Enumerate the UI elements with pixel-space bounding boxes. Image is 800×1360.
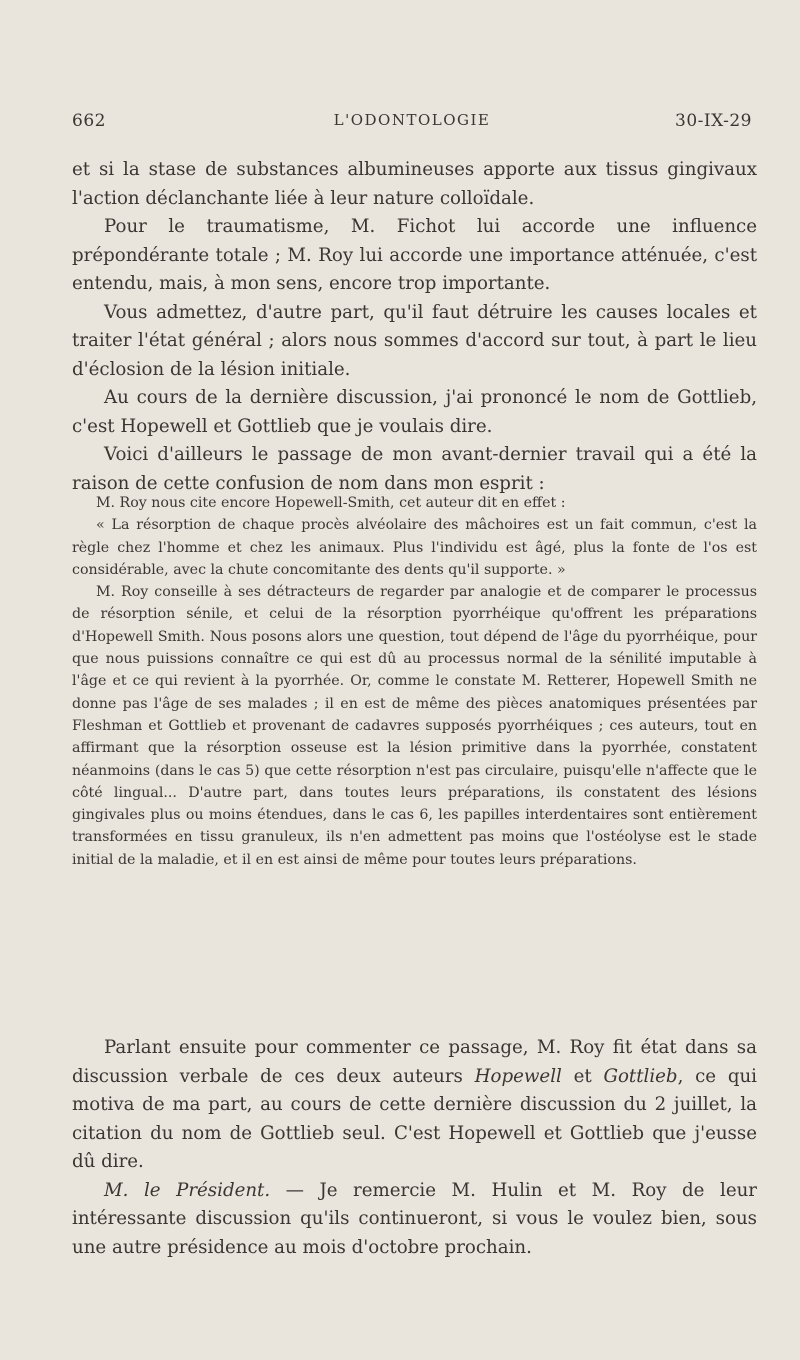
author-name: Hopewell	[474, 1065, 562, 1087]
quote-paragraph: M. Roy conseille à ses détracteurs de regarder par analogie et de comparer le processus de résorption sénile, et celui de la résorption pyorrhéique qu'offrent les préparations d'Hopewell Smith. Nous posons alors une question, tout dépend de l'âge du pyorrhéique, pour que nous puissions connaître ce qui est dû au processus normal de la sénilité imputable à l'âge et ce qui revient à la pyorrhée. Or, comme le constate M. Retterer, Hopewell Smith ne donne pas l'âge de ses malades ; il en est de même des pièces anatomiques présentées par Fleshman et Gottlieb et provenant de cadavres supposés pyorrhéiques ; ces auteurs, tout en affirmant que la résorption osseuse est la lésion primitive dans la pyorrhée, constatent néanmoins (dans le cas 5) que cette résorption n'est pas circulaire, puisqu'elle n'affecte que le côté lingual... D'autre part, dans toutes leurs préparations, ils constatent des lésions gingivales plus ou moins étendues, dans le cas 6, les papilles interdentaires sont entièrement transformées en tissu granuleux, ils n'en admettent pas moins que l'ostéolyse est le stade initial de la maladie, et il en est ainsi de même pour toutes leurs préparations.	[72, 584, 757, 868]
speaker-label: M. le Président.	[104, 1179, 271, 1201]
author-name: Gottlieb	[603, 1065, 678, 1087]
paragraph: et si la stase de substances albumineuses apporte aux tissus gingivaux l'action déclanchante liée à leur nature colloïdale.	[72, 159, 757, 209]
paragraph	[72, 1034, 757, 1177]
quoted-passage	[72, 492, 757, 871]
issue-date: 30-IX-29	[675, 111, 752, 131]
paragraph: Vous admettez, d'autre part, qu'il faut détruire les causes locales et traiter l'état général ; alors nous sommes d'accord sur tout, à part le lieu d'éclosion de la lésion initiale.	[72, 301, 757, 380]
paragraph: Voici d'ailleurs le passage de mon avant-dernier travail qui a été la raison de cette confusion de nom dans mon esprit :	[72, 444, 757, 494]
paragraph: Au cours de la dernière discussion, j'ai prononcé le nom de Gottlieb, c'est Hopewell et Gottlieb que je voulais dire.	[72, 387, 757, 437]
page-number: 662	[72, 111, 106, 131]
quote-paragraph: « La résorption de chaque procès alvéolaire des mâchoires est un fait commun, c'est la règle chez l'homme et chez les animaux. Plus l'individu est âgé, plus la fonte de l'os est considérable, avec la chute concomitante des dents qu'il supporte. »	[72, 517, 757, 578]
text-run: , ce qui motiva de ma part, au cours de cette dernière discussion du 2 juillet, la citation du nom de Gottlieb seul. C'est Hopewell et Gottlieb que j'eusse dû dire.	[72, 1065, 758, 1172]
text-run: et	[561, 1065, 604, 1087]
quote-paragraph: M. Roy nous cite encore Hopewell-Smith, cet auteur dit en effet :	[96, 495, 566, 511]
running-header	[72, 111, 752, 141]
paragraph: Pour le traumatisme, M. Fichot lui accorde une influence prépondérante totale ; M. Roy lui accorde une importance atténuée, c'est entendu, mais, à mon sens, encore trop importante.	[72, 216, 757, 294]
closing-text	[72, 1034, 757, 1262]
main-text	[72, 156, 757, 498]
paragraph	[72, 1177, 757, 1263]
journal-title: L'ODONTOLOGIE	[333, 111, 491, 129]
text-run: Parlant ensuite pour commenter ce passage, M. Roy fit état dans sa discussion verbale de ces deux auteurs	[72, 1037, 757, 1087]
text-run: — Je remercie M. Hulin et M. Roy de leur intéressante discussion qu'ils continueront, si vous le voulez bien, sous une autre présidence au mois d'octobre prochain.	[72, 1179, 757, 1258]
